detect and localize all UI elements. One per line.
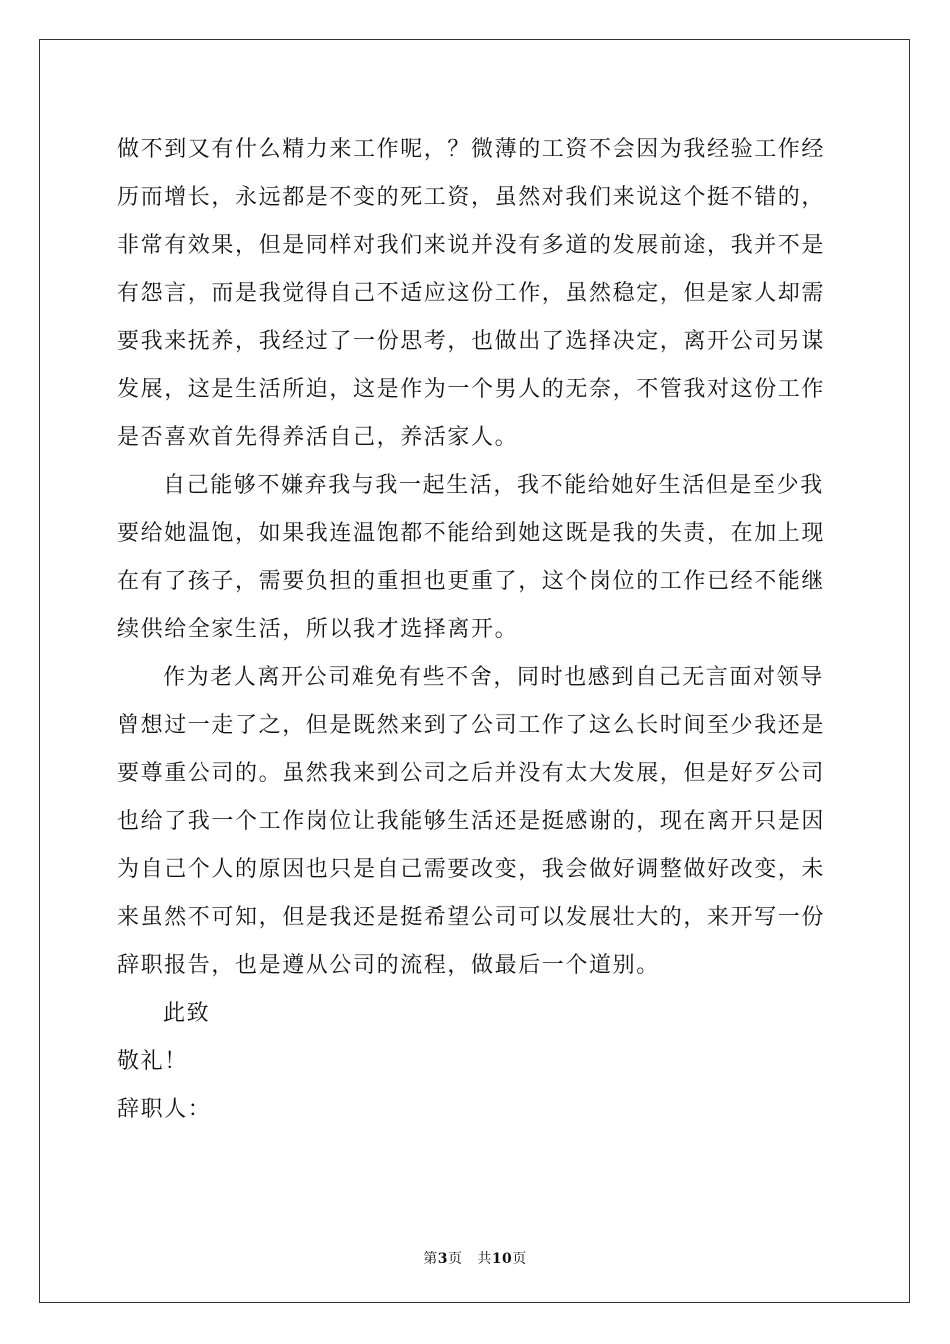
paragraph-1: 做不到又有什么精力来工作呢，？微薄的工资不会因为我经验工作经历而增长，永远都是不变的死工资，虽然对我们来说这个挺不错的，非常有效果，但是同样对我们来说并没有多道的发展前途，我并不是有怨言，而是我觉得自己不适应这份工作，虽然稳定，但是家人却需要我来抚养，我经过了一份思考，也做出了选择决定，离开公司另谋发展，这是生活所迫，这是作为一个男人的无奈，不管我对这份工作是否喜欢首先得养活自己，养活家人。: [117, 137, 826, 450]
current-page-number: 3: [437, 1251, 448, 1267]
page-footer: [0, 1248, 950, 1268]
footer-total-prefix: 共: [477, 1251, 492, 1267]
total-page-count: 10: [491, 1251, 513, 1267]
closing-line: 此致: [163, 1001, 211, 1026]
document-body: [117, 126, 837, 1134]
footer-prefix: 第: [423, 1251, 438, 1267]
salute-line: 敬礼！: [117, 1049, 188, 1074]
paragraph-2: 自己能够不嫌弃我与我一起生活，我不能给她好生活但是至少我要给她温饱，如果我连温饱都不能给到她这既是我的失责，在加上现在有了孩子，需要负担的重担也更重了，这个岗位的工作已经不能继续供给全家生活，所以我才选择离开。: [117, 473, 826, 642]
footer-total-unit: 页: [512, 1251, 527, 1267]
footer-page-unit: 页: [447, 1251, 463, 1267]
paragraph-3: 作为老人离开公司难免有些不舍，同时也感到自己无言面对领导曾想过一走了之，但是既然来到了公司工作了这么长时间至少我还是要尊重公司的。虽然我来到公司之后并没有太大发展，但是好歹公司也给了我一个工作岗位让我能够生活还是挺感谢的，现在离开只是因为自己个人的原因也只是自己需要改变，我会做好调整做好改变，未来虽然不可知，但是我还是挺希望公司可以发展壮大的，来开写一份辞职报告，也是遵从公司的流程，做最后一个道别。: [117, 665, 826, 978]
signature-line: 辞职人：: [117, 1097, 212, 1122]
